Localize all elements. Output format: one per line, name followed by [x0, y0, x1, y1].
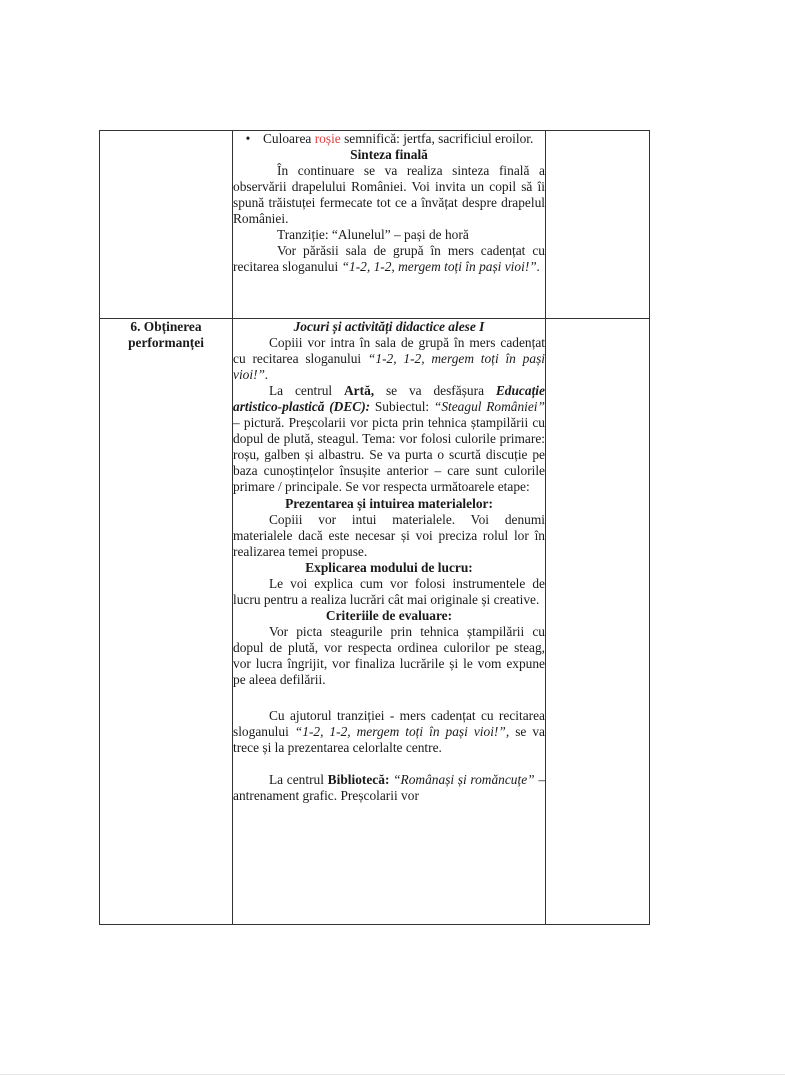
biblioteca-paragraph: La centrul Bibliotecă: “Românași și romăncuțe” – antrenament grafic. Preșcolarii vor [233, 772, 546, 804]
notes-cell [546, 131, 650, 319]
table-row [100, 319, 650, 925]
paragraph: Le voi explica cum vor folosi instrumentele de lucru pentru a realiza lucrări cât mai originale și creative. [233, 575, 545, 607]
transition-paragraph: Cu ajutorul tranziției - mers cadențat cu recitarea sloganului “1-2, 1-2, mergem toți în pași vioi!”, se va trece și la prezentarea celorlalte centre. [233, 708, 545, 756]
enter-paragraph: Copiii vor intra în sala de grupă în mers cadențat cu recitarea sloganului “1-2, 1-2, mergem toți în pași vioi!”. [233, 335, 545, 383]
lesson-plan-table [99, 130, 650, 925]
sinteza-heading: Sinteza finală [350, 147, 428, 163]
slogan-text: “1-2, 1-2, mergem toți în pași vioi!”. [233, 351, 545, 383]
content-cell [233, 319, 546, 925]
subheading: Prezentarea și intuirea materialelor: [285, 495, 493, 511]
center-name: Artă, [344, 383, 375, 399]
table-row [100, 131, 650, 319]
stage-cell [100, 131, 233, 319]
stage-label-line: 6. Obținerea [130, 319, 202, 334]
red-color-word: roșie [314, 131, 341, 146]
subject-title: “Steagul României” [433, 399, 545, 415]
bullet-item [233, 131, 545, 147]
section-heading: Jocuri și activități didactice alese I [293, 319, 485, 334]
bullet-icon: • [245, 131, 251, 146]
content-cell [233, 131, 546, 319]
stage-label-line: performanței [128, 335, 204, 351]
sinteza-paragraph: În continuare se va realiza sinteza finală a observării drapelului României. Voi invita un copil să îi spună trăistuței fermecate tot ce a învățat despre drapelul României. [233, 163, 545, 227]
arta-paragraph: La centrul Artă, se va desfășura Educație artistico-plastică (DEC): Subiectul: “Steagul României” – pictură. Preșcolarii vor picta prin tehnica ștampilării cu dopul de plută, steagul. Tema: vor folosi culorile primare: roșu, galben și albastru. Se va purta o scurtă discuție pe baza cunoștințelor însușite anterior – care sunt culorile primare / principale. Se vor respecta următoarele etape: [233, 383, 545, 495]
subject-title: “Românași și romăncuțe” [393, 772, 535, 788]
slogan-text: “1-2, 1-2, mergem toți în pași vioi!”, [294, 724, 510, 740]
paragraph: Copiii vor intui materialele. Voi denumi materialele dacă este necesar și voi preciza rolul lor în realizarea temei propuse. [233, 511, 545, 559]
stage-cell [100, 319, 233, 925]
slogan-text: “1-2, 1-2, mergem toți în pași vioi!”. [341, 259, 541, 275]
center-name: Bibliotecă: [327, 772, 390, 788]
bullet-text-end: semnifică: jertfa, sacrificiul eroilor. [344, 131, 534, 146]
exit-paragraph: Vor părăsii sala de grupă în mers cadențat cu recitarea sloganului “1-2, 1-2, mergem toți în pași vioi!”. [233, 243, 545, 275]
scan-edge-divider [0, 1074, 785, 1075]
notes-cell [546, 319, 650, 925]
subheading: Explicarea modului de lucru: [305, 559, 473, 575]
domain-name: Educație artistico-plastică (DEC): [233, 383, 545, 415]
tranzitie-line: Tranziție: “Alunelul” – pași de horă [277, 227, 469, 243]
subheading: Criteriile de evaluare: [325, 607, 453, 623]
paragraph: Vor picta steagurile prin tehnica ștampilării cu dopul de plută, vor respecta ordinea culorilor pe steag, vor lucra îngrijit, vor finaliza lucrările și le vom expune pe aleea defilării. [233, 623, 545, 688]
bullet-text-start: Culoarea [263, 131, 312, 146]
